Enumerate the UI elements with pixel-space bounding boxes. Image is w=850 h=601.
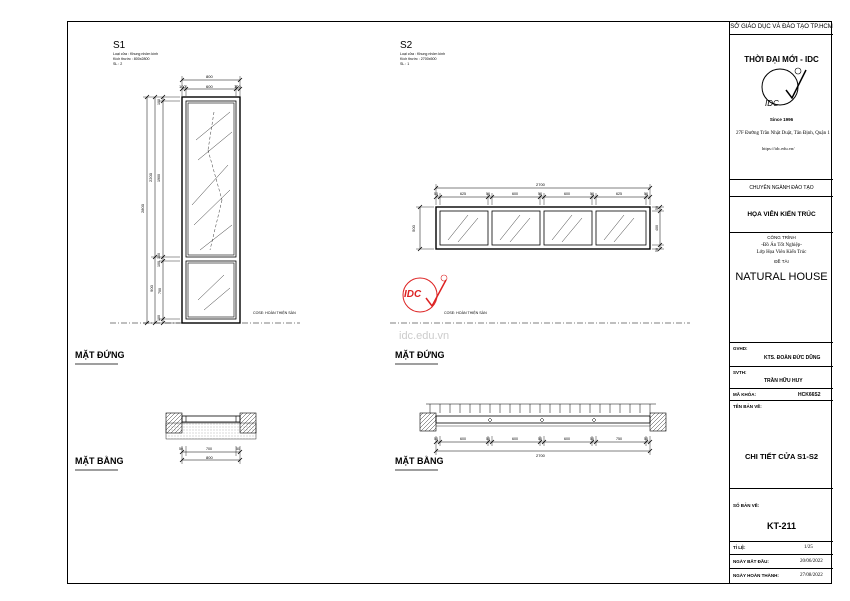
s2-outer-frame (436, 207, 650, 249)
s2-elevation (390, 184, 690, 455)
tb-drawing-name-cell (730, 401, 833, 489)
s2-dim-height: 500 (410, 225, 416, 232)
title-block (729, 21, 833, 584)
tb-drawing-no-label: SỐ BẢN VẼ: (733, 503, 760, 508)
tb-program-cell (730, 197, 833, 233)
tb-svth-label: SVTH: (733, 370, 747, 375)
s2-plan-label: MẶT BẰNG (395, 456, 444, 466)
tb-program-label: CHUYÊN NGÀNH ĐÀO TẠO (749, 185, 814, 191)
tb-drawing-name-label: TÊN BẢN VẼ: (733, 404, 762, 409)
tb-school-cell (730, 35, 833, 180)
s1-plan-dim-total: 800 (206, 455, 213, 460)
s1-lower-frame (186, 261, 236, 319)
s1-dim-frame-left: 100 (179, 84, 186, 89)
watermark: idc.edu.vn (399, 330, 450, 342)
tb-logo-text: IDC (765, 99, 779, 108)
s2-plan-dim-7: 50 (590, 437, 594, 441)
tb-course: HCK66S2 (798, 392, 821, 398)
s2-dim-r3: 50 (655, 248, 659, 252)
s1-outer-frame (182, 97, 240, 323)
tb-authority-cell (730, 21, 833, 35)
s1-dim-d4: 100 (157, 261, 161, 267)
s1-elevation (110, 76, 300, 464)
s2-dim-r2: 400 (655, 225, 659, 231)
s2-dim-t4: 600 (512, 192, 518, 196)
tb-authority: SỞ GIÁO DỤC VÀ ĐÀO TẠO TP.HCM (730, 24, 833, 30)
s2-size-line: Kích thước : 2700x500 (400, 57, 437, 61)
s1-dim-d3: 100 (157, 253, 161, 259)
s2-dim-t3: 50 (486, 192, 490, 196)
s2-dim-r1: 50 (655, 206, 659, 210)
s1-dim-total: 800 (206, 74, 213, 79)
s2-elevation-label: MẶT ĐỨNG (395, 350, 445, 360)
s1-upper-frame (186, 101, 236, 257)
tb-end-cell (730, 569, 833, 584)
tb-start-cell (730, 555, 833, 569)
tb-project-label: CÔNG TRÌNH (767, 235, 796, 240)
s2-dim-t2: 625 (460, 192, 466, 196)
tb-gvhd-label: GVHD: (733, 346, 748, 351)
s1-dim-glass: 600 (206, 84, 213, 89)
s1-dim-height-lower: 900 (148, 285, 154, 292)
s1-plan-label: MẶT BẰNG (75, 456, 124, 466)
idc-logo-drawing-text: IDC (404, 289, 422, 300)
tb-drawing-name: CHI TIẾT CỬA S1-S2 (744, 452, 819, 461)
tb-svth-cell (730, 367, 833, 389)
s2-plan-dim-9: 50 (644, 437, 648, 441)
tb-project-line1: -Đồ Án Tốt Nghiệp- (761, 243, 802, 248)
tb-topic: NATURAL HOUSE (735, 271, 828, 283)
s1-plan-dim-c: 50 (236, 447, 240, 451)
tb-website: https://idc.edu.vn/ (762, 146, 795, 151)
tb-scale-label: TỈ LỆ: (733, 545, 746, 550)
s2-dim-t7: 50 (590, 192, 594, 196)
s2-plan-dim-1: 50 (434, 437, 438, 441)
tb-drawing-no: KT-211 (766, 521, 797, 531)
s2-plan-dim-2: 600 (460, 437, 466, 441)
s1-size-line: Kích thước : 800x2800 (113, 57, 150, 61)
s1-dim-d1: 100 (157, 99, 161, 105)
tb-project-cell (730, 233, 833, 343)
tb-gvhd-cell (730, 343, 833, 367)
s2-code: S2 (400, 40, 413, 51)
tb-start-label: NGÀY BẮT ĐẦU: (733, 559, 769, 564)
s1-lower-glass (188, 263, 234, 317)
tb-start: 20/06/2022 (800, 559, 823, 564)
s1-qty-line: SL : 2 (113, 62, 123, 66)
tb-school: THỜI ĐẠI MỚI - IDC (744, 55, 819, 64)
s2-plan-dim-4: 600 (512, 437, 518, 441)
tb-topic-label: ĐỀ TÀI (774, 259, 789, 264)
s2-plan-grille (426, 404, 656, 422)
s2-glass-reflections (448, 215, 634, 242)
tb-end: 27/08/2022 (800, 573, 823, 578)
tb-since: Since 1996 (769, 117, 794, 122)
s1-dim-frame-right: 100 (234, 84, 241, 89)
s1-type-line: Loại cửa : Khung nhôm kính (113, 52, 159, 56)
tb-course-cell (730, 389, 833, 401)
s1-glass-reflections (192, 112, 232, 310)
s2-plan-dim-total: 2700 (536, 453, 545, 458)
s2-plan-dim-6: 600 (564, 437, 570, 441)
s1-elevation-label: MẶT ĐỨNG (75, 350, 125, 360)
s1-code: S1 (113, 40, 126, 51)
tb-course-label: MÃ KHÓA: (733, 392, 756, 397)
s2-dim-t9: 50 (644, 192, 648, 196)
s1-dim-d5: 700 (158, 288, 162, 294)
s2-qty-line: SL : 1 (400, 62, 410, 66)
s2-dim-t1: 50 (434, 192, 438, 196)
s2-plan-dim-5: 50 (538, 437, 542, 441)
tb-program: HỌA VIÊN KIẾN TRÚC (747, 211, 816, 218)
tb-svth: TRẦN HỮU HUY (764, 378, 803, 384)
s2-dim-t6: 600 (564, 192, 570, 196)
tb-gvhd: KTS. ĐOÀN ĐỨC DŨNG (764, 355, 821, 361)
s2-dim-t5: 50 (538, 192, 542, 196)
tb-project-line2: Lớp Họa Viên Kiến Trúc (756, 250, 807, 255)
s2-dim-t8: 625 (616, 192, 622, 196)
tb-program-label-cell (730, 180, 833, 197)
s1-plan-dim-b: 700 (206, 447, 212, 451)
s1-upper-glass (188, 103, 234, 255)
s1-dim-height-total: 2800 (139, 204, 145, 213)
tb-end-label: NGÀY HOÀN THÀNH: (733, 573, 779, 578)
s2-plan (420, 404, 666, 455)
s2-type-line: Loại cửa : Khung nhôm kính (400, 52, 446, 56)
tb-drawing-no-cell (730, 489, 833, 542)
s1-floor-note: COSE: HOÀN THIỆN SÀN (253, 311, 296, 315)
s1-dim-d6: 100 (157, 315, 161, 321)
tb-scale: 1/25 (804, 545, 813, 550)
s1-dim-height-upper: 2200 (147, 173, 153, 182)
tb-address: 27F Đường Trần Nhật Duật, Tân Định, Quận 1 (736, 131, 830, 136)
s2-plan-dim-3: 50 (486, 437, 490, 441)
s1-plan-dim-a: 50 (179, 447, 183, 451)
s2-floor-note: COSE: HOÀN THIỆN SÀN (444, 311, 487, 315)
s2-plan-dim-8: 750 (616, 437, 622, 441)
s2-dim-total: 2700 (536, 182, 545, 187)
tb-scale-cell (730, 542, 833, 555)
s1-dim-d2: 1900 (157, 174, 161, 182)
